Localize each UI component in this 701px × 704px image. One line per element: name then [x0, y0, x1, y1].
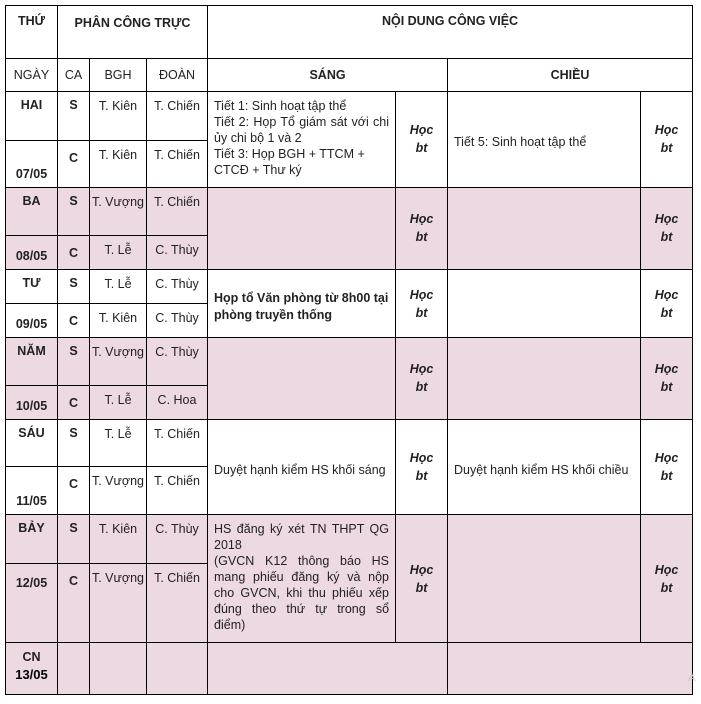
- schedule-table: [5, 5, 696, 695]
- sang-task-cell: [208, 515, 396, 643]
- chieu-task-cell: [448, 643, 696, 695]
- sang-task-cell: Họp tổ Văn phòng từ 8h00 tại phòng truyền thống: [208, 270, 396, 338]
- day-name: CN: [22, 650, 41, 665]
- bgh-cell: T. Vượng: [90, 337, 147, 385]
- shift-chieu: C: [58, 303, 90, 337]
- bgh-cell: T. Kiên: [90, 303, 147, 337]
- chieu-task-cell: [448, 187, 641, 270]
- day-name: SÁU: [6, 419, 58, 466]
- bgh-cell: T. Kiên: [90, 515, 147, 563]
- day-name: BẢY: [6, 515, 58, 563]
- hoc-bt-cell: Học bt: [641, 515, 693, 643]
- header-noi-dung: NỘI DUNG CÔNG VIỆC: [208, 6, 693, 59]
- chieu-task-cell: [448, 337, 641, 419]
- shift-sang: S: [58, 187, 90, 235]
- bgh-cell: T. Lễ: [90, 386, 147, 419]
- hoc-bt-cell: Học bt: [396, 515, 448, 643]
- shift-chieu: C: [58, 386, 90, 419]
- header-bgh: BGH: [90, 59, 147, 91]
- bgh-cell: T. Vượng: [90, 187, 147, 235]
- hoc-bt-cell: Học bt: [641, 187, 693, 270]
- day-date: 12/05: [6, 563, 58, 643]
- hoc-bt-cell: Học bt: [641, 337, 693, 419]
- hoc-bt-cell: Học bt: [396, 337, 448, 419]
- hoc-bt-cell: Học bt: [396, 91, 448, 187]
- shift-sang: S: [58, 419, 90, 466]
- shift-chieu: C: [58, 466, 90, 514]
- doan-cell: C. Thùy: [147, 303, 208, 337]
- day-date: 08/05: [6, 235, 58, 269]
- watermark: A: [688, 672, 696, 684]
- chieu-task-cell: Duyệt hạnh kiểm HS khối chiều: [448, 419, 641, 515]
- day-date: 09/05: [6, 303, 58, 337]
- day-date: 11/05: [6, 466, 58, 514]
- task-line: (GVCN K12 thông báo HS mang phiếu đăng ký và nộp cho GVCN, khi thu phiếu xếp đúng theo thứ tự trong sổ điểm): [214, 554, 390, 633]
- doan-cell: T. Chiến: [147, 563, 208, 643]
- day-date: 13/05: [15, 667, 48, 683]
- bgh-cell: T. Vượng: [90, 563, 147, 643]
- doan-cell: T. Chiến: [147, 91, 208, 140]
- hoc-bt-cell: Học bt: [396, 270, 448, 338]
- hoc-bt-cell: Học bt: [396, 419, 448, 515]
- sang-task-cell: [208, 337, 396, 419]
- hoc-bt-cell: Học bt: [396, 187, 448, 270]
- sang-task-cell: [208, 643, 448, 695]
- bgh-cell: [90, 643, 147, 695]
- sang-task-cell: Duyệt hạnh kiểm HS khối sáng: [208, 419, 396, 515]
- task-line: HS đăng ký xét TN THPT QG 2018: [214, 522, 390, 553]
- day-date: 07/05: [6, 141, 58, 187]
- chieu-task-cell: [448, 270, 641, 338]
- bgh-cell: T. Lễ: [90, 270, 147, 303]
- header-ngay: NGÀY: [6, 59, 58, 91]
- bgh-cell: T. Kiên: [90, 141, 147, 187]
- shift-sang: S: [58, 270, 90, 303]
- doan-cell: C. Thùy: [147, 515, 208, 563]
- bgh-cell: T. Vượng: [90, 466, 147, 514]
- day-cn: [6, 643, 58, 695]
- shift-sang: S: [58, 337, 90, 385]
- day-name: BA: [6, 187, 58, 235]
- doan-cell: T. Chiến: [147, 141, 208, 187]
- shift-chieu: C: [58, 563, 90, 643]
- header-phan-cong-truc: PHÂN CÔNG TRỰC: [58, 6, 208, 59]
- header-thu: THỨ: [6, 6, 58, 59]
- sang-task-cell: [208, 91, 396, 187]
- bgh-cell: T. Lễ: [90, 235, 147, 269]
- task-line: Tiết 2: Họp Tổ giám sát với chi ủy chi bộ 1 và 2: [214, 114, 390, 145]
- chieu-task-cell: [448, 515, 641, 643]
- doan-cell: T. Chiến: [147, 419, 208, 466]
- day-date: 10/05: [6, 386, 58, 419]
- day-name: TƯ: [6, 270, 58, 303]
- day-name: HAI: [6, 91, 58, 140]
- shift-sang: S: [58, 515, 90, 563]
- doan-cell: C. Thùy: [147, 337, 208, 385]
- doan-cell: C. Hoa: [147, 386, 208, 419]
- header-doan: ĐOÀN: [147, 59, 208, 91]
- hoc-bt-cell: Học bt: [641, 419, 693, 515]
- hoc-bt-cell: Học bt: [641, 91, 693, 187]
- task-line: Tiết 1: Sinh hoạt tập thể: [214, 98, 347, 113]
- doan-cell: T. Chiến: [147, 187, 208, 235]
- bgh-cell: T. Kiên: [90, 91, 147, 140]
- doan-cell: C. Thùy: [147, 235, 208, 269]
- shift-chieu: C: [58, 141, 90, 187]
- hoc-bt-cell: Học bt: [641, 270, 693, 338]
- header-ca: CA: [58, 59, 90, 91]
- ca-cell: [58, 643, 90, 695]
- task-line: Tiết 3: Họp BGH + TTCM + CTCĐ + Thư ký: [214, 146, 365, 177]
- shift-chieu: C: [58, 235, 90, 269]
- day-name: NĂM: [6, 337, 58, 385]
- header-sang: SÁNG: [208, 59, 448, 91]
- header-chieu: CHIỀU: [448, 59, 693, 91]
- doan-cell: C. Thùy: [147, 270, 208, 303]
- chieu-task-cell: Tiết 5: Sinh hoạt tập thể: [448, 91, 641, 187]
- doan-cell: [147, 643, 208, 695]
- sang-task-cell: [208, 187, 396, 270]
- bgh-cell: T. Lễ: [90, 419, 147, 466]
- shift-sang: S: [58, 91, 90, 140]
- doan-cell: T. Chiến: [147, 466, 208, 514]
